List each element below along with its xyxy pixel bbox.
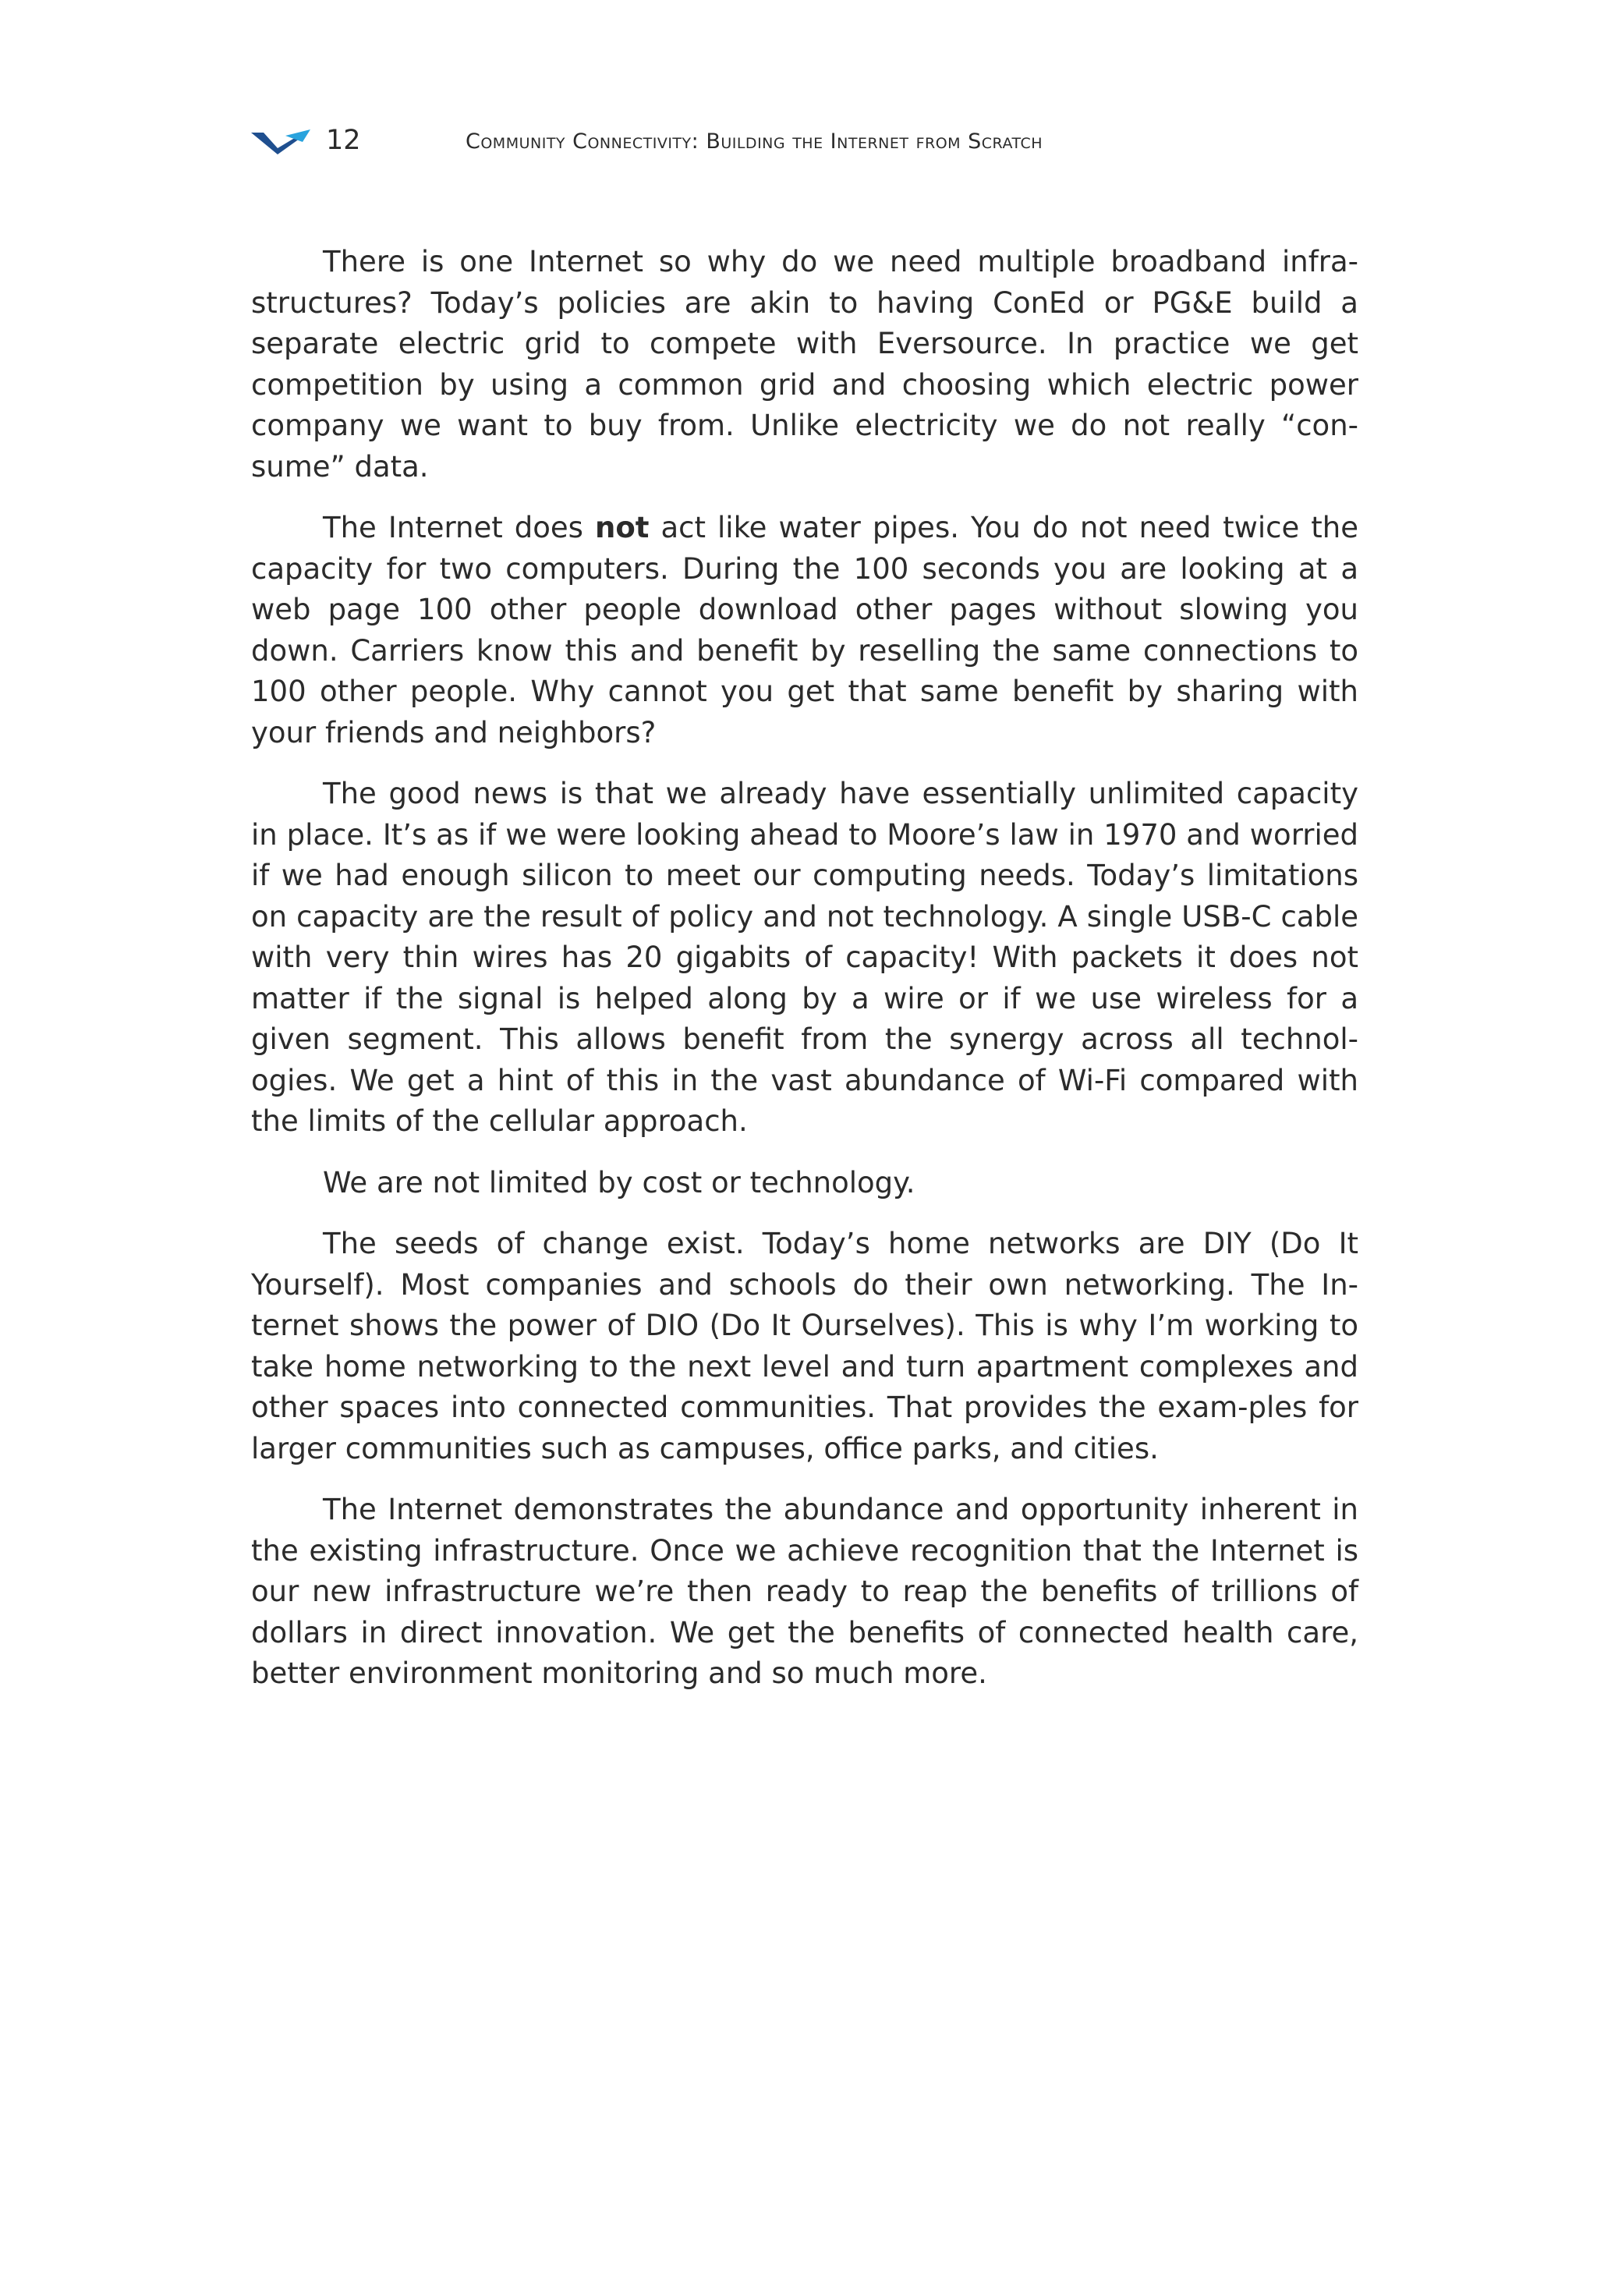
paragraph-5: The seeds of change exist. Today’s home networks are DIY (Do It Yourself). Most companies and schools do their own networking. The In-ternet shows the power of DIO (Do It Ourselves). This is why I’m working to take home networking to the next level and turn apartment complexes and other spaces into connected communities. That provides the exam-ples for larger communities such as campuses, office parks, and cities. — [251, 1227, 1358, 1465]
paragraph-2-start: The Internet does — [323, 511, 595, 544]
paragraph-2-emphasis: not — [594, 511, 650, 544]
paragraph-2-rest: act like water pipes. You do not need twice the capacity for two computers. During the 100 seconds you are looking at a web page 100 other people download other pages without slowing you down. Carriers know this and benefit by reselling the same connections to 100 other people. Why cannot you get that same benefit by sharing with your friends and neighbors? — [251, 511, 1358, 749]
paragraph-6: The Internet demonstrates the abundance and opportunity inherent in the existing infrastructure. Once we achieve recognition that the Internet is our new infrastructure we’re then ready to reap the benefits of trillions of dollars in direct innovation. We get the benefits of connected health care, better environment monitoring and so much more. — [251, 1493, 1358, 1690]
page-number: 12 — [326, 125, 361, 156]
page-header — [251, 117, 1358, 164]
paragraph-3: The good news is that we already have essentially unlimited capacity in place. It’s as if we were looking ahead to Moore’s law in 1970 and worried if we had enough silicon to meet our computing needs. Today’s limitations on capacity are the result of policy and not technology. A single USB-C cable with very thin wires has 20 gigabits of capacity! With packets it does not matter if the signal is helped along by a wire or if we use wireless for a given segment. This allows benefit from the synergy across all technol-ogies. We get a hint of this in the vast abundance of Wi-Fi compared with the limits of the cellular approach. — [251, 777, 1358, 1138]
publisher-logo-icon — [251, 128, 310, 156]
paragraph-4: We are not limited by cost or technology. — [323, 1165, 915, 1199]
body-text — [251, 242, 1358, 1715]
paragraph-2 — [251, 508, 1358, 753]
paragraph-1: There is one Internet so why do we need multiple broadband infra-structures? Today’s policies are akin to having ConEd or PG&E build a separate electric grid to compete with Eversource. In practice we get competition by using a common grid and choosing which electric power company we want to buy from. Unlike electricity we do not really “con-sume” data. — [251, 245, 1358, 484]
running-title: Community Connectivity: Building the Internet from Scratch — [466, 129, 1043, 154]
logo-light-wing — [285, 129, 310, 142]
